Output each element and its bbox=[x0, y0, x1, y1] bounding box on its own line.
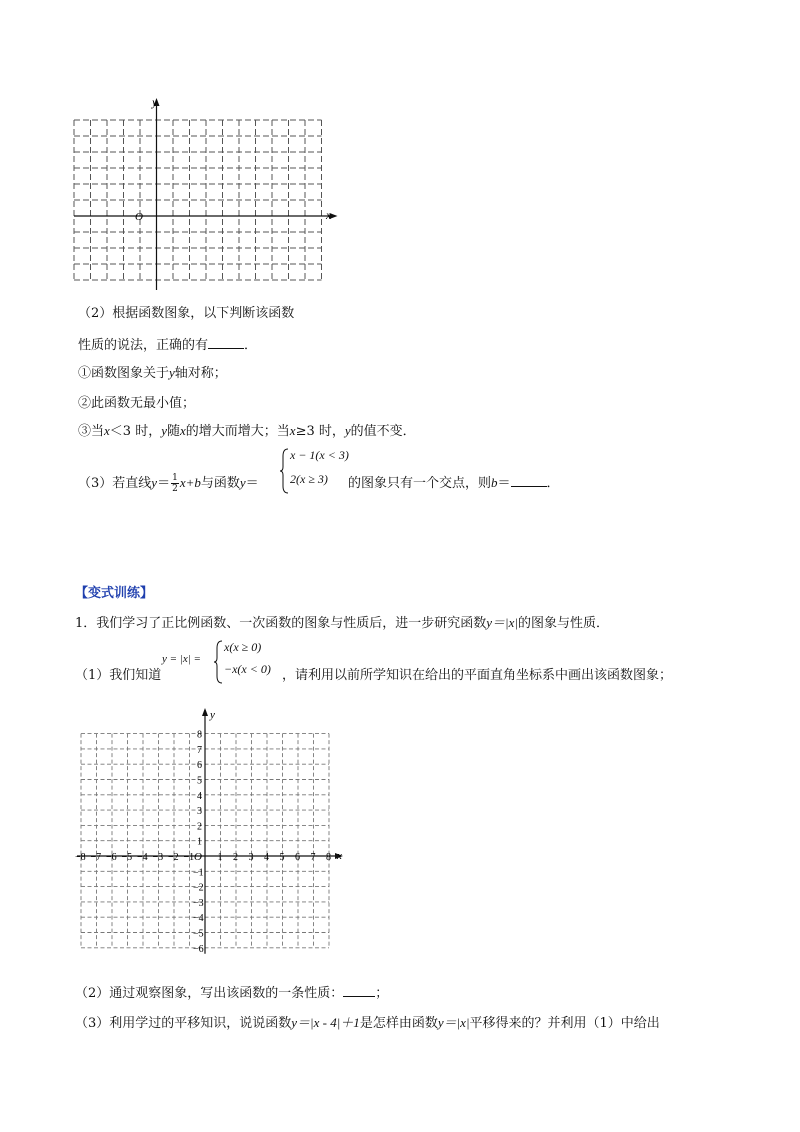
y-tick-label: −2 bbox=[193, 882, 204, 894]
x-tick-label: 1 bbox=[217, 852, 223, 863]
piecewise-case-1: x − 1(x < 3) bbox=[290, 448, 349, 462]
variant-q1-part1-prefix bbox=[75, 664, 161, 683]
top-coordinate-grid bbox=[60, 90, 350, 290]
top-grid-x-label: x bbox=[326, 208, 332, 222]
y-tick-label: −6 bbox=[193, 943, 204, 955]
part2-option-3 bbox=[78, 420, 416, 439]
part2-option-1 bbox=[78, 362, 227, 381]
part3-eq1: ＝ bbox=[157, 476, 171, 491]
opt1-var: y bbox=[169, 365, 175, 380]
opt3-e: ≥3 时， bbox=[295, 424, 345, 439]
opt3-a: ③当 bbox=[78, 424, 105, 439]
y-tick-label: 6 bbox=[197, 760, 202, 772]
y-tick-label: −3 bbox=[193, 897, 204, 909]
opt3-f: 的值不变． bbox=[350, 424, 416, 439]
x-tick-label: −4 bbox=[137, 852, 148, 863]
y-tick-label: 2 bbox=[197, 821, 202, 833]
opt3-x2: x bbox=[180, 423, 186, 438]
x-tick-label: −8 bbox=[75, 852, 86, 863]
q1-part1-prefix: （1）我们知道 bbox=[75, 668, 162, 683]
y-tick-label: −4 bbox=[193, 913, 204, 925]
x-tick-label: −1 bbox=[183, 852, 195, 863]
curly-brace-icon bbox=[214, 640, 224, 684]
abs-case-2: −x(x < 0) bbox=[224, 662, 271, 676]
part3-x-term: x bbox=[179, 475, 186, 490]
y-tick-label: −1 bbox=[193, 867, 204, 879]
bottom-grid-x-label: x bbox=[337, 850, 342, 862]
x-tick-label: 7 bbox=[310, 852, 316, 863]
abs-expr-label: y = |x| = bbox=[162, 653, 201, 665]
part2-line1-text: （2）根据函数图象，以下判断该函数 bbox=[78, 306, 295, 321]
part3-suffix-a: 的图象只有一个交点，则 bbox=[348, 476, 492, 491]
variant-q1-part2 bbox=[75, 982, 388, 1001]
opt1-text-a: ①函数图象关于 bbox=[78, 366, 170, 381]
part3-question bbox=[78, 472, 259, 494]
x-tick-label: 8 bbox=[326, 852, 331, 863]
y-tick-label: 1 bbox=[197, 836, 202, 848]
x-tick-label: −6 bbox=[106, 852, 117, 863]
fraction-denominator: 2 bbox=[172, 484, 178, 494]
x-tick-label: 3 bbox=[248, 852, 254, 863]
x-tick-label: 6 bbox=[295, 852, 300, 863]
y-axis-arrow-icon bbox=[202, 708, 208, 716]
curly-brace-icon bbox=[280, 448, 290, 494]
q1-part3-b: 是怎样由函数 bbox=[359, 1016, 438, 1031]
part3-suffix-c: ． bbox=[546, 476, 560, 491]
part3-answer-blank[interactable] bbox=[511, 474, 547, 487]
opt2-text: ②此函数无最小值； bbox=[78, 396, 196, 411]
x-tick-label: −2 bbox=[168, 852, 179, 863]
part2-question-line1 bbox=[78, 302, 294, 321]
y-tick-label: 5 bbox=[197, 775, 202, 787]
part2-line2-suffix: ． bbox=[244, 338, 258, 353]
part3-y1: y bbox=[151, 475, 158, 490]
part3-piecewise bbox=[280, 448, 350, 496]
abs-value-piecewise bbox=[162, 640, 282, 686]
q1-part3-expr2: y＝|x| bbox=[437, 1015, 470, 1030]
variant-q1-part3 bbox=[75, 1012, 660, 1031]
opt3-x3: x bbox=[289, 423, 296, 438]
q1-part3-expr1: y＝|x - 4|＋1 bbox=[291, 1015, 360, 1030]
bottom-coordinate-grid bbox=[60, 706, 360, 956]
abs-case-1: x(x ≥ 0) bbox=[224, 640, 262, 654]
q1-text-b: 的图象与性质． bbox=[517, 616, 609, 631]
x-tick-label: 2 bbox=[233, 852, 238, 863]
y-tick-label: 8 bbox=[197, 729, 202, 741]
y-tick-label: −5 bbox=[193, 928, 204, 940]
variant-training-heading: 【变式训练】 bbox=[75, 586, 154, 601]
top-grid-y-label: y bbox=[152, 95, 158, 109]
part2-answer-blank[interactable] bbox=[208, 336, 244, 349]
opt1-text-b: 轴对称； bbox=[174, 366, 227, 381]
bottom-grid-y-label: y bbox=[210, 709, 215, 721]
x-tick-label: −7 bbox=[90, 852, 102, 863]
opt3-b: ＜3 时， bbox=[109, 424, 162, 439]
opt3-c: 随 bbox=[166, 424, 180, 439]
opt3-y1: y bbox=[161, 423, 167, 438]
part3-b-var: b bbox=[491, 475, 498, 490]
y-tick-label: 3 bbox=[197, 806, 202, 818]
q1-part2-answer-blank[interactable] bbox=[343, 984, 375, 997]
part2-question-line2 bbox=[78, 334, 257, 353]
part3-suffix-b: ＝ bbox=[497, 476, 511, 491]
part2-line2-text: 性质的说法，正确的有 bbox=[78, 338, 209, 353]
variant-q1-intro bbox=[75, 612, 609, 631]
x-tick-label: −5 bbox=[121, 852, 133, 863]
q1-part1-suffix: ，请利用以前所学知识在给出的平面直角坐标系中画出该函数图象； bbox=[282, 668, 673, 683]
part3-y2: y bbox=[239, 475, 246, 490]
q1-part3-c: 平移得来的？并利用（1）中给出 bbox=[469, 1016, 660, 1031]
q1-part3-a: （3）利用学过的平移知识，说说函数 bbox=[75, 1016, 292, 1031]
q1-part2-suffix: ； bbox=[375, 986, 389, 1001]
part2-option-2 bbox=[78, 392, 195, 411]
part3-plus-b: +b bbox=[185, 475, 201, 490]
q1-text-a: 1．我们学习了正比例函数、一次函数的图象与性质后，进一步研究函数 bbox=[75, 616, 487, 631]
x-tick-label: 5 bbox=[279, 852, 285, 863]
part3-question-suffix bbox=[348, 472, 560, 491]
bottom-grid-origin-label: O bbox=[194, 851, 202, 863]
q1-part2-text: （2）通过观察图象，写出该函数的一条性质： bbox=[75, 986, 344, 1001]
opt3-d: 的增大而增大；当 bbox=[185, 424, 290, 439]
piecewise-case-2: 2(x ≥ 3) bbox=[290, 472, 328, 486]
variant-q1-part1-suffix bbox=[282, 664, 672, 683]
opt3-x1: x bbox=[104, 423, 110, 438]
part3-mid: 与函数 bbox=[200, 476, 240, 491]
half-fraction bbox=[171, 473, 179, 494]
y-tick-label: 4 bbox=[197, 790, 202, 802]
y-tick-label: 7 bbox=[197, 744, 202, 756]
opt3-y2: y bbox=[344, 423, 351, 438]
x-tick-label: 4 bbox=[264, 852, 269, 863]
top-grid-origin-label: O bbox=[135, 211, 143, 223]
x-tick-label: −3 bbox=[152, 852, 164, 863]
part3-prefix: （3）若直线 bbox=[78, 476, 152, 491]
q1-expr: y＝|x| bbox=[486, 615, 518, 630]
part3-eq2: ＝ bbox=[245, 476, 259, 491]
fraction-numerator: 1 bbox=[172, 473, 178, 483]
